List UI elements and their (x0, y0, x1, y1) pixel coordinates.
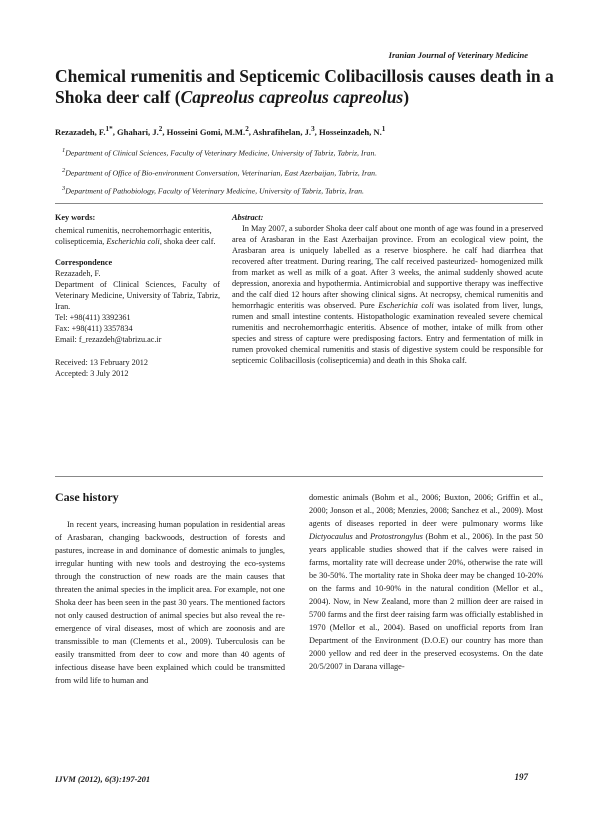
body-text: domestic animals (Bohm et al., 2006; Buxton, 2006; Griffin et al., 2000; Jonson et al., 2008; Menzies, 2008; Sanchez et al., 2009). Most agents of diseases reported in deer were pulmonary worms like (309, 493, 543, 528)
affiliation-text: Department of Pathobiology, Faculty of Veterinary Medicine, University of Tabriz, Tabriz, Iran. (65, 186, 364, 196)
title-close: ) (403, 87, 410, 107)
correspondence-dept: Department of Clinical Sciences, Faculty of Veterinary Medicine, University of Tabriz, Tabriz, Iran. (55, 280, 220, 311)
affiliation-1 (62, 146, 542, 159)
received-date: Received: 13 February 2012 (55, 358, 148, 367)
body-text: (Bohm et al., 2006). In the past 50 years applicable studies showed that if the calves were raised in farms, mortality rate will decrease under 20%, otherwise the rate will be 30-50%. The mortality rate in Shoka deer may be changed 10-20% on the farms and 10-90% in the natural condition (Mellor et al., 2004). Now, in New Zealand, more than 2 million deer are raised in 5700 farms and the first deer raising farm was officially established in 1970 (Mellor et al., 2004). Based on unofficial reports from Iran Department of the Environment (D.O.E) our country has more than 2000 yellow and red deer in the preserved ecosystems. On the date 20/5/2007 in Darana village- (309, 532, 543, 671)
body-italic: Dictyocaulus (309, 532, 353, 541)
correspondence-email: Email: f_rezazdeh@tabrizu.ac.ir (55, 335, 162, 344)
title-species: Capreolus capreolus capreolus (180, 87, 404, 107)
affiliation-number: 3 (62, 185, 66, 192)
affiliation-number: 2 (62, 167, 66, 174)
body-italic: Protostrongylus (369, 532, 423, 541)
correspondence-tel: Tel: +98(411) 3392361 (55, 313, 131, 322)
author-sup: 1 (381, 125, 386, 133)
body-text: and (352, 532, 370, 541)
author-sup: 3 (311, 125, 315, 133)
journal-name: Iranian Journal of Veterinary Medicine (388, 50, 528, 60)
affiliation-text: Department of Office of Bio-environment Conversation, Veterinarian, East Azerbaijan, Tabriz, Iran. (65, 168, 378, 178)
section-heading: Case history (55, 490, 119, 504)
keywords-tail: , shoka deer calf. (159, 237, 216, 246)
correspondence-fax: Fax: +98(411) 3357834 (55, 324, 133, 333)
metadata-column (55, 212, 220, 379)
abstract (232, 212, 543, 366)
abstract-part-2: was isolated from liver, lungs, rumen and small intestine contents. Histopathologic examination revealed severe chemical rumenitis and necrohemorrhagic enteritis. Absence of mother, intake of milk from other species and stress of capture were predisposing factors. Entry and fermentation of milk in rumen provoked chemical rumenitis and stasis of digestive system could be responsible for septicemic Colibacillosis (colisepticemia) and death in this Shoka calf. (232, 301, 543, 365)
keywords-list: chemical rumenitis, necrohemorrhagic enteritis, colisepticemia, (55, 226, 212, 246)
body-column-1: In recent years, increasing human population in residential areas of Arasbaran, changing backwoods, destruction of forests and pastures, increase in and dominance of domestic animals to jungles, irregular hunting with new tools and destroying the eco-systems through the construction of new roads are the main causes that threaten the animal species in the implicit area. For example, not one Shoka deer has been seen in the past 30 years. The mentioned factors not only caused destruction of animal species but also reveal the re-emergence of viral diseases, most of which are zoonosis and are transmissible to man (Clements et al., 2009). Tuberculosis can be easily transmitted from deer to cow and more than 40 agents of infectious disease have been explained which could be transmitted from wild life to human and (55, 520, 285, 685)
abstract-italic: Escherichia coli (378, 301, 434, 310)
abstract-body (232, 223, 543, 366)
article-title (55, 66, 555, 108)
affiliation-number: 1 (62, 147, 66, 154)
affiliation-2 (62, 166, 542, 179)
keywords-heading: Key words: (55, 213, 96, 222)
footer-citation: IJVM (2012), 6(3):197-201 (55, 774, 151, 784)
title-main: Chemical rumenitis and Septicemic Colibacillosis causes death in a Shoka deer calf ( (55, 66, 554, 107)
author-sup: 1* (105, 125, 113, 133)
correspondence-name: Rezazadeh, F. (55, 269, 101, 278)
author: , Ashrafihelan, J. (248, 126, 312, 137)
accepted-date: Accepted: 3 July 2012 (55, 369, 129, 378)
correspondence-heading: Correspondence (55, 258, 113, 267)
author-list (55, 124, 555, 138)
author: Rezazadeh, F. (55, 126, 106, 137)
bottom-divider (55, 476, 543, 477)
keywords-text (55, 225, 220, 247)
keywords-italic: Escherichia coli (106, 237, 160, 246)
page-number: 197 (514, 772, 528, 782)
abstract-part-1: In May 2007, a suborder Shoka deer calf about one month of age was found in a preserved area of Arasbaran in the East Azerbaijan province. From an ecological view point, the Arasbaran area is uniquely labelled as a reserve biosphere. he calf had diarrhea that recovered after treatment. During rearing, The calf received pasteurized- homogenized milk from market as well as milk of a goat. After 3 weeks, the animal suddenly showed acute depression, anorexia and hypothermia. Antimicrobial and supportive therapy was ineffective and the calf died 12 hours after showing clinical signs. At necropsy, chemical rumenitis and hemorrhagic enteritis was observed. Pure (232, 224, 543, 310)
author-sup: 2 (245, 125, 249, 133)
body-column-2 (309, 491, 543, 673)
author: , Hosseini Gomi, M.M. (162, 126, 246, 137)
affiliation-3 (62, 184, 542, 197)
top-divider (55, 203, 543, 204)
author: , Hosseinzadeh, N. (314, 126, 382, 137)
author-sup: 2 (158, 125, 163, 133)
author: , Ghahari, J. (112, 126, 159, 137)
affiliation-text: Department of Clinical Sciences, Faculty of Veterinary Medicine, University of Tabriz, Tabriz, Iran. (65, 148, 377, 158)
abstract-heading: Abstract: (232, 213, 264, 222)
